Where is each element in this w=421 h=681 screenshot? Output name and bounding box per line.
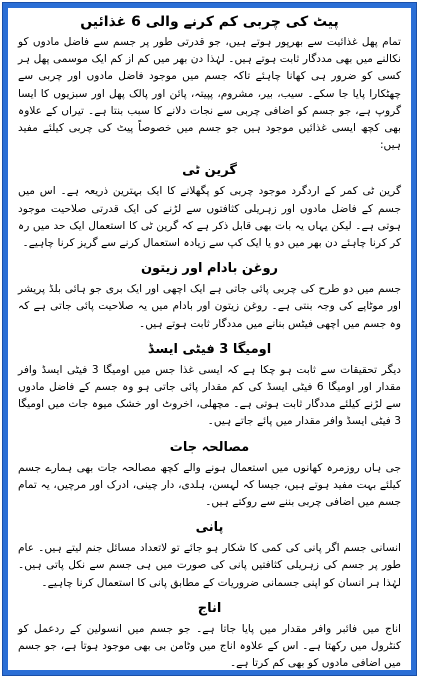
- heading-omega-3: اومیگا 3 فیٹی ایسڈ: [147, 341, 272, 357]
- paragraph-grains: اناج میں فائبر وافر مقدار میں پایا جاتا ہے۔ جو جسم میں انسولین کے ردعمل کو کنٹرول میں رکھتا ہے۔ اس کے علاوہ اناج میں وٹامن بی بھی موجود ہوتا ہے، جو جسم میں اضافی مادوں کو بھی کم کرتا ہے۔: [18, 622, 401, 670]
- paragraph-omega-3: دیگر تحقیقات سے ثابت ہو چکا ہے کہ ایسی غذا جس میں اومیگا 3 فیٹی ایسڈ وافر مقدار اور اومیگا 6 فیٹی ایسڈ کی کم مقدار پائی جاتی ہو وہ جسم کے فاضل مادوں سے لڑنے کیلئے مددگار ثابت ہوتی ہے۔ مچھلی، اخروٹ اور خشک میوہ جات میں اومیگا 3 فیٹی ایسڈ وافر مقدار میں پائے جاتے ہیں۔: [18, 363, 401, 428]
- article: [8, 8, 411, 675]
- heading-green-tea: گرین ٹی: [182, 163, 237, 179]
- paragraph-green-tea: گرین ٹی کمر کے اردگرد موجود چربی کو پگھلانے کا ایک بہترین ذریعہ ہے۔ اس میں جسم کے فاضل مادوں اور زہریلی کثافتوں سے لڑنے کی ایک قدرتی صلاحیت موجود ہوتی ہے۔ لیکن یہاں یہ بات بھی قابل ذکر ہے کہ گرین ٹی کا استعمال ایک حد میں رہ کر کرنا چاہئے دن بھر میں دو یا ایک کپ سے زیادہ استعمال کرنے سے گریز کرنا چاہیے۔: [18, 185, 401, 250]
- paragraph-water: انسانی جسم اگر پانی کی کمی کا شکار ہو جائے تو لاتعداد مسائل جنم لیتے ہیں۔ عام طور پر جسم کی زہریلی کثافتیں پانی کی صورت میں ہی جسم سے نکل پاتی ہیں۔ لہٰذا ہر انسان کو اپنی جسمانی ضروریات کے مطابق پانی کا استعمال کرنا چاہیے۔: [18, 542, 401, 589]
- heading-grains: اناج: [197, 600, 222, 616]
- article-frame: [3, 3, 416, 675]
- paragraph-spices: جی ہاں روزمرہ کھانوں میں استعمال ہونے والے کچھ مصالحہ جات بھی ہمارے جسم کیلئے بہت مفید ہوتے ہیں، جیسا کہ لہسن، ہلدی، دار چینی، ادرک اور مرچیں، یہ تمام جسم میں اضافی چربی بننے سے روکتے ہیں۔: [18, 461, 401, 509]
- heading-spices: مصالحہ جات: [169, 439, 250, 455]
- paragraph-almond-olive-oil: جسم میں دو طرح کی چربی پائی جاتی ہے ایک اچھی اور ایک بری جو ہائی بلڈ پریشر اور موٹاپے کی وجہ بنتی ہے۔ روغن زیتون اور بادام میں یہ صلاحیت پائی جاتی ہے کہ وہ جسم میں اچھی فیٹس بنانے میں مددگار ثابت ہوتے ہیں۔: [18, 283, 401, 330]
- heading-water: پانی: [195, 520, 224, 536]
- article-title: پیٹ کی چربی کم کرنے والی 6 غذائیں: [80, 14, 339, 30]
- heading-almond-olive-oil: روغن بادام اور زیتون: [140, 261, 279, 277]
- intro-paragraph: تمام پھل غذائیت سے بھرپور ہوتے ہیں، جو قدرتی طور پر جسم سے فاضل مادوں کو نکالنے میں بھی مددگار ثابت ہوتے ہیں۔ لہٰذا دن بھر میں کم از کم ایک موسمی پھل ہر کسی کو ضرور ہی کھانا چاہئے تاکہ جسم میں موجود فاضل مادوں اور چربی سے چھٹکارا پایا جا سکے۔ سیب، بیر، مشروم، پپیتہ، پائن اور پالک پھل اور سبزیوں کا ایسا گروپ ہے، جو جسم کو اضافی چربی سے نجات دلانے کا سبب بنتا ہے۔ تیراں کے علاوہ بھی کچھ ایسی غذائیں موجود ہیں جو جسم میں خصوصاً پیٹ کی چربی کیلئے مفید ہیں:: [18, 36, 401, 152]
